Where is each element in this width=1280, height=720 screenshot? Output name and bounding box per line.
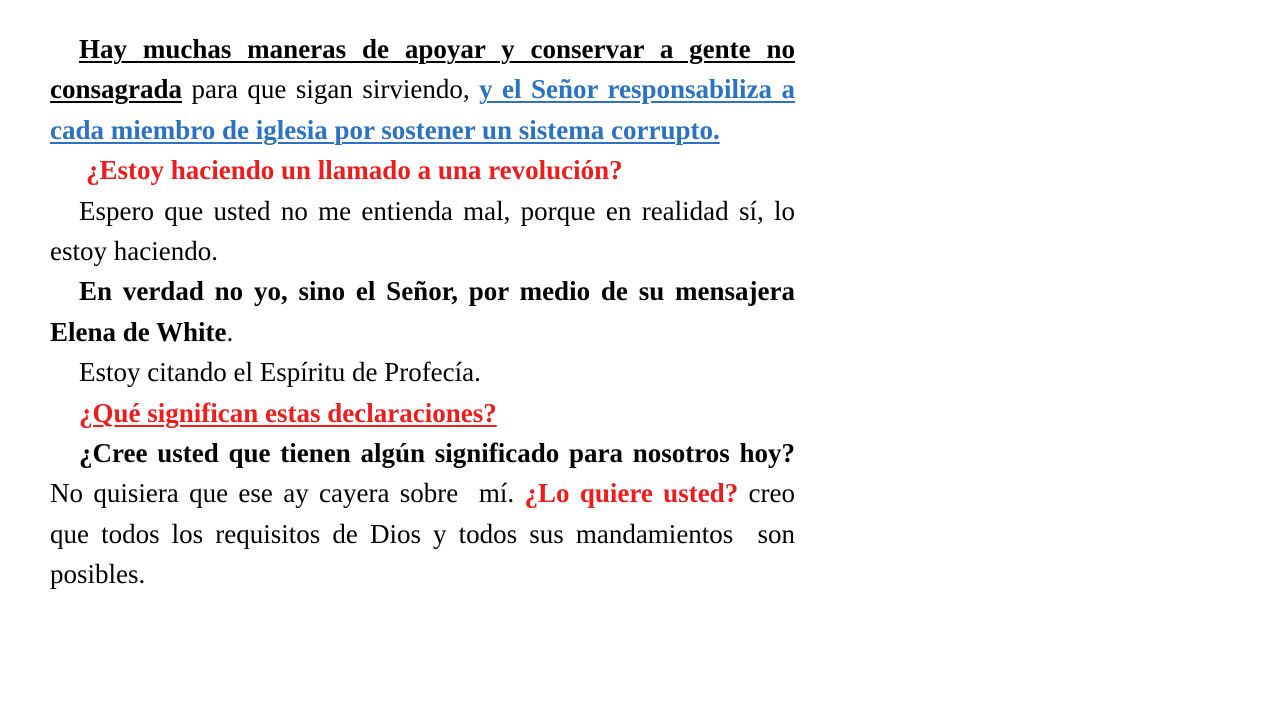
bold-underlined-phrase: Hay muchas maneras de apoyar y conservar a gente no consagrada <box>50 34 795 105</box>
plain-text: para que sigan sirviendo, <box>182 74 480 105</box>
red-question: ¿Lo quiere usted? <box>524 478 739 509</box>
blue-underlined-phrase: y el Señor responsabiliza a cada miembro de iglesia por sostener un sistema corrupto. <box>50 74 796 145</box>
plain-text: . <box>226 316 234 347</box>
plain-text: Espero que usted no me entienda mal, porque en realidad sí, lo estoy haciendo. <box>50 195 795 267</box>
paragraph-citando-espiritu <box>50 352 795 392</box>
paragraph-espero-que-usted <box>50 191 795 272</box>
slide-text-body <box>50 29 809 595</box>
bold-statement: En verdad no yo, sino el Señor, por medio de su mensajera Elena de White <box>50 276 795 347</box>
bold-question: ¿Cree usted que tienen algún significado para nosotros hoy? <box>79 438 795 469</box>
plain-text: creo que todos los requisitos de Dios y todos sus mandamientos son posibles. <box>50 478 802 590</box>
paragraph-cree-usted <box>50 433 809 595</box>
paragraph-gente-no-consagrada <box>50 29 795 150</box>
paragraph-llamado-revolucion <box>50 150 795 190</box>
red-question: ¿Estoy haciendo un llamado a una revolución? <box>86 155 623 186</box>
paragraph-que-significan <box>50 393 795 433</box>
plain-text: Estoy citando el Espíritu de Profecía. <box>79 357 481 388</box>
paragraph-en-verdad-no-yo <box>50 271 795 352</box>
red-underlined-question: ¿Qué significan estas declaraciones? <box>79 397 497 428</box>
plain-text: No quisiera que ese ay cayera sobre mí. <box>50 438 809 509</box>
